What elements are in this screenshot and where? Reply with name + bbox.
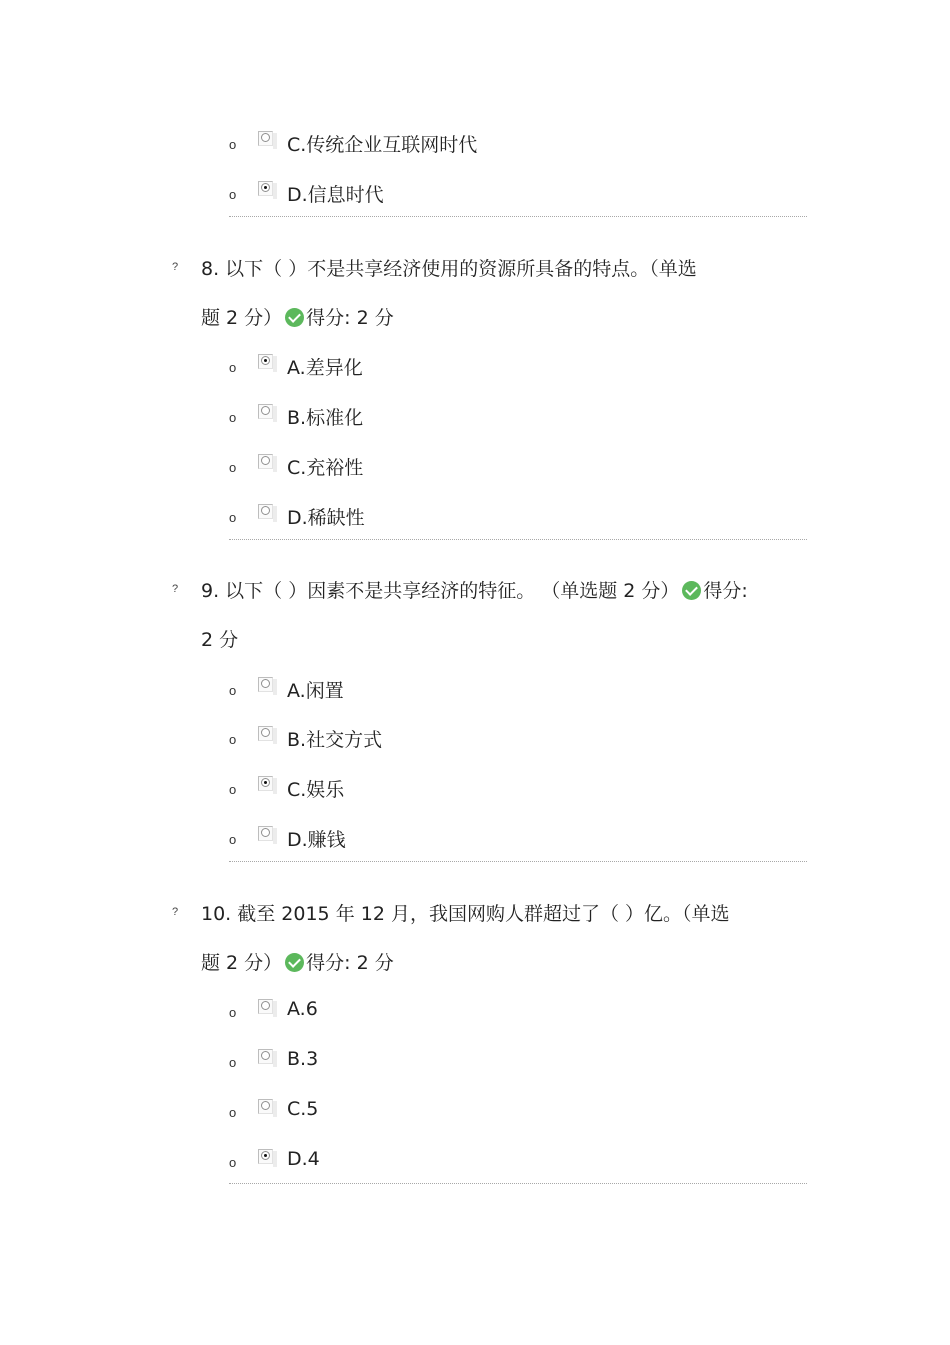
question-bullet: ? (172, 906, 179, 918)
q9-option-b-label: B.社交方式 (287, 729, 383, 751)
q9-option-a-radio[interactable] (258, 677, 273, 692)
question-9-score: 得分: (703, 580, 748, 602)
question-9-text-main: 9. 以下（ ）因素不是共享经济的特征。 （单选题 2 分） (201, 580, 680, 602)
q9-option-d-label: D.赚钱 (287, 829, 346, 851)
divider (229, 216, 807, 217)
q8-option-a-radio[interactable] (258, 354, 273, 369)
q9-option-c-label: C.娱乐 (287, 779, 345, 801)
q8-option-c-label: C.充裕性 (287, 457, 364, 479)
list-bullet: o (229, 410, 237, 425)
q8-option-a-label: A.差异化 (287, 357, 363, 379)
q10-option-a-radio[interactable] (258, 999, 273, 1014)
list-bullet: o (229, 137, 237, 152)
list-bullet: o (229, 460, 237, 475)
list-bullet: o (229, 832, 237, 847)
q10-option-d-radio[interactable] (258, 1149, 273, 1164)
divider (229, 539, 807, 540)
q8-option-d-radio[interactable] (258, 504, 273, 519)
option-d-label: D.信息时代 (287, 184, 384, 206)
q9-option-c-radio[interactable] (258, 776, 273, 791)
option-c-radio[interactable] (258, 131, 273, 146)
list-bullet: o (229, 1005, 237, 1020)
correct-check-icon (285, 953, 304, 972)
q10-option-a-label: A.6 (287, 998, 318, 1020)
question-bullet: ? (172, 261, 179, 273)
option-c-label: C.传统企业互联网时代 (287, 134, 478, 156)
question-8-score: 得分: 2 分 (306, 307, 394, 329)
question-8-text: 8. 以下（ ）不是共享经济使用的资源所具备的特点。（单选 (201, 258, 697, 280)
question-10-points-text: 题 2 分） (201, 952, 283, 974)
list-bullet: o (229, 187, 237, 202)
list-bullet: o (229, 510, 237, 525)
list-bullet: o (229, 1055, 237, 1070)
correct-check-icon (285, 308, 304, 327)
q8-option-d-label: D.稀缺性 (287, 507, 365, 529)
divider (229, 861, 807, 862)
q8-option-c-radio[interactable] (258, 454, 273, 469)
q10-option-c-radio[interactable] (258, 1099, 273, 1114)
q8-option-b-label: B.标准化 (287, 407, 364, 429)
q9-option-b-radio[interactable] (258, 726, 273, 741)
question-8-points (201, 303, 394, 330)
q9-option-a-label: A.闲置 (287, 680, 344, 702)
list-bullet: o (229, 732, 237, 747)
question-9-score-value: 2 分 (201, 629, 239, 651)
question-bullet: ? (172, 583, 179, 595)
q9-option-d-radio[interactable] (258, 826, 273, 841)
question-9-text (201, 576, 748, 603)
question-10-points (201, 948, 394, 975)
option-d-radio[interactable] (258, 181, 273, 196)
divider (229, 1183, 807, 1184)
q8-option-b-radio[interactable] (258, 404, 273, 419)
q10-option-b-radio[interactable] (258, 1049, 273, 1064)
correct-check-icon (682, 581, 701, 600)
q10-option-b-label: B.3 (287, 1048, 319, 1070)
question-10-text: 10. 截至 2015 年 12 月，我国网购人群超过了（ ）亿。（单选 (201, 903, 730, 925)
q10-option-c-label: C.5 (287, 1098, 319, 1120)
question-8-points-text: 题 2 分） (201, 307, 283, 329)
list-bullet: o (229, 1155, 237, 1170)
list-bullet: o (229, 1105, 237, 1120)
list-bullet: o (229, 782, 237, 797)
q10-option-d-label: D.4 (287, 1148, 320, 1170)
list-bullet: o (229, 360, 237, 375)
question-10-score: 得分: 2 分 (306, 952, 394, 974)
list-bullet: o (229, 683, 237, 698)
